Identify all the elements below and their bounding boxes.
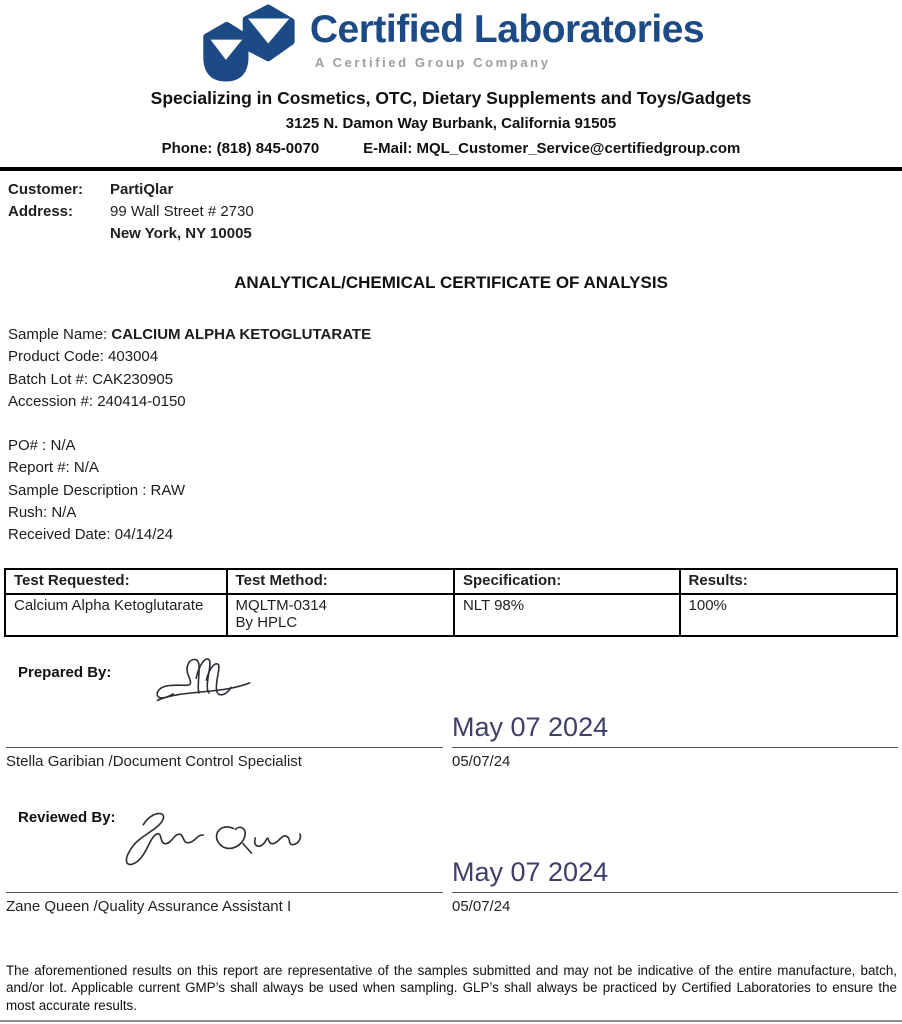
customer-label: Customer: (8, 181, 84, 198)
reviewed-by-label: Reviewed By: (18, 809, 116, 826)
product-code-line: Product Code: 403004 (8, 348, 159, 366)
reviewed-name-title: Zane Queen /Quality Assurance Assistant I (6, 898, 292, 915)
cell-result: 100% (680, 594, 897, 636)
sample-name-line: Sample Name: CALCIUM ALPHA KETOGLUTARATE (8, 326, 372, 343)
rush-line: Rush: N/A (8, 503, 77, 521)
header-test-method: Test Method: (227, 569, 454, 594)
batch-lot-line: Batch Lot #: CAK230905 (8, 370, 174, 388)
certified-group-logo-icon (198, 2, 298, 90)
sample-name-value: CALCIUM ALPHA KETOGLUTARATE (111, 326, 372, 343)
brand-subtitle: A Certified Group Company (314, 55, 551, 70)
company-email: E-Mail: MQL_Customer_Service@certifiedgroup.com (363, 140, 741, 157)
cell-test-requested: Calcium Alpha Ketoglutarate (5, 594, 227, 636)
disclaimer-text: The aforementioned results on this report are representative of the samples submitted and may not be indicative of the entire manufacture, batch, and/or lot. Applicable current GMP’s shall always be used when sampling. GLP’s shall always be practiced by Certified Laboratories to ensure the most accurate results. (6, 963, 897, 1013)
accession-line: Accession #: 240414-0150 (8, 392, 186, 410)
company-address: 3125 N. Damon Way Burbank, California 91505 (285, 115, 617, 132)
header-test-requested: Test Requested: (5, 569, 227, 594)
report-line: Report #: N/A (8, 459, 99, 477)
header-specification: Specification: (454, 569, 680, 594)
company-contact (0, 140, 902, 157)
prepared-date-line (452, 747, 898, 748)
customer-block (8, 179, 254, 245)
sample-info-block (8, 324, 371, 413)
received-date-line: Received Date: 04/14/24 (8, 526, 174, 544)
order-info-block (8, 435, 185, 546)
results-table (4, 568, 898, 637)
prepared-name-title: Stella Garibian /Document Control Specialist (6, 753, 302, 770)
prepared-by-label: Prepared By: (18, 664, 112, 681)
cell-test-method: MQLTM-0314 By HPLC (227, 594, 454, 636)
reviewed-date-line (452, 892, 898, 893)
brand-name: Certified Laboratories (309, 8, 705, 51)
header-results: Results: (680, 569, 897, 594)
table-row (5, 594, 897, 636)
company-tagline: Specializing in Cosmetics, OTC, Dietary Supplements and Toys/Gadgets (150, 88, 752, 108)
document-title: ANALYTICAL/CHEMICAL CERTIFICATE OF ANALYSIS (234, 273, 668, 292)
prepared-date: 05/07/24 (452, 753, 511, 770)
reviewed-date: 05/07/24 (452, 898, 511, 915)
reviewed-signature-line (6, 892, 443, 893)
sample-description-line: Sample Description : RAW (8, 481, 185, 499)
bottom-divider (0, 1020, 902, 1022)
cell-specification: NLT 98% (454, 594, 680, 636)
reviewed-date-stamp: May 07 2024 (452, 857, 609, 887)
table-header-row (5, 569, 897, 594)
company-phone: Phone: (818) 845-0070 (161, 140, 320, 157)
customer-address-line2: New York, NY 10005 (110, 225, 252, 242)
prepared-date-stamp: May 07 2024 (452, 712, 609, 742)
header-divider (0, 167, 902, 171)
customer-address-line1: 99 Wall Street # 2730 (110, 203, 254, 220)
po-line: PO# : N/A (8, 437, 76, 454)
customer-name: PartiQlar (110, 181, 174, 198)
customer-address-label: Address: (8, 203, 74, 220)
brand-header (0, 2, 902, 90)
prepared-signature-line (6, 747, 443, 748)
prepared-signature (150, 650, 270, 717)
reviewed-signature (105, 800, 305, 879)
